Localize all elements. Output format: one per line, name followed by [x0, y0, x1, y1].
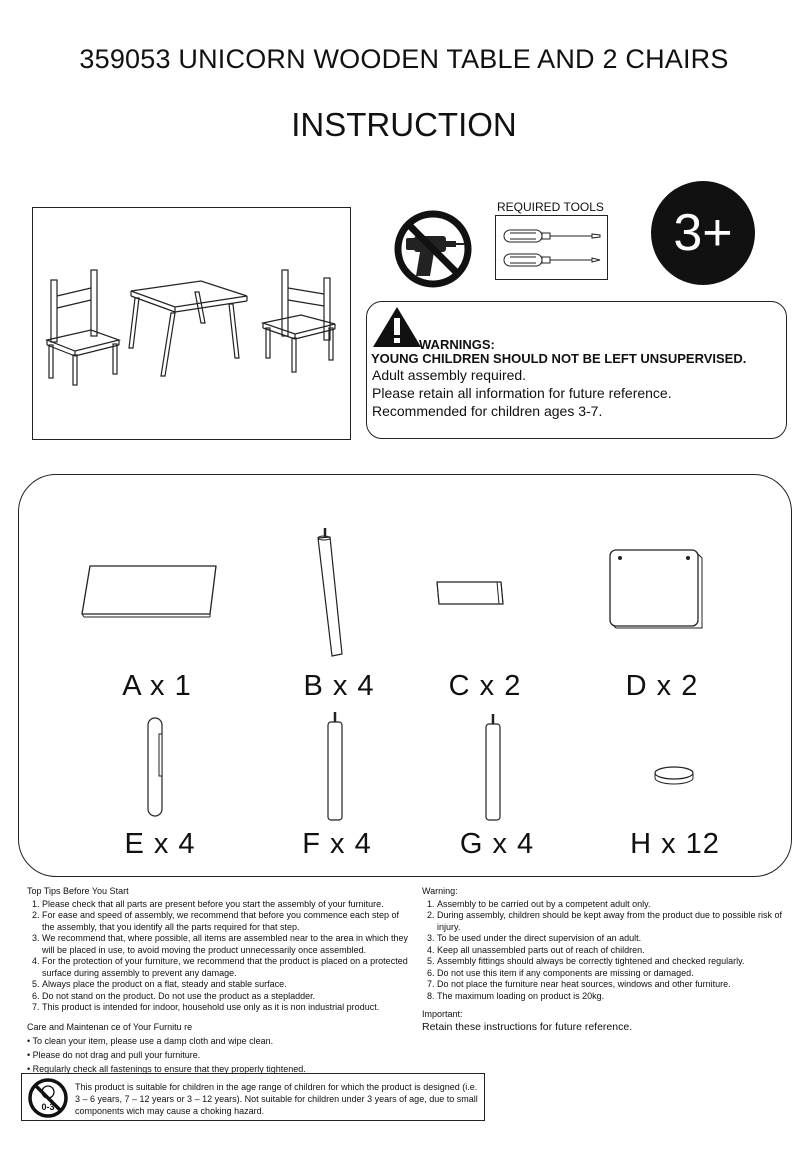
care-section — [27, 1020, 409, 1076]
top-tips-heading: Top Tips Before You Start — [27, 886, 129, 896]
product-illustration-frame — [32, 207, 351, 440]
warning-item: 8. The maximum loading on product is 20kg. — [437, 991, 788, 1003]
part-c-block-illustration — [433, 578, 507, 608]
tip-item: 7. This product is intended for indoor, household use only as it is non industrial product. — [42, 1002, 409, 1014]
warning-line: Adult assembly required. — [372, 367, 527, 383]
choking-hazard-text: This product is suitable for children in the age range of children for which the product is designed (i.e. 3 – 6 years, 7 – 12 years or 3 – 12 years). Not suitable for children under 3 years of age, due to small components wich may cause a choking hazard. — [75, 1082, 478, 1116]
part-label-h: H x 12 — [630, 828, 720, 860]
tip-item: 2. For ease and speed of assembly, we recommend that before you commence each step of the assembly, that you identify all the parts required for that step. — [42, 910, 409, 933]
warning-item: 2. During assembly, children should be kept away from the product due to possible risk of injury. — [437, 910, 788, 933]
tip-item: 4. For the protection of your furniture, we recommend that the product is placed on a protected surface during assembly to prevent any damage. — [42, 956, 409, 979]
care-item: • To clean your item, please use a damp cloth and wipe clean. — [27, 1036, 274, 1046]
part-d-seat-panel-illustration — [606, 546, 706, 632]
part-label-a: A x 1 — [122, 670, 192, 702]
required-tools-label: REQUIRED TOOLS — [497, 200, 604, 214]
retain-instructions-text: Retain these instructions for future reference. — [422, 1021, 633, 1033]
warning-triangle-icon — [371, 305, 423, 349]
document-subtitle: INSTRUCTION — [291, 106, 517, 143]
care-heading: Care and Maintenan ce of Your Furnitu re — [27, 1022, 193, 1032]
document-title: 359053 UNICORN WOODEN TABLE AND 2 CHAIRS — [79, 44, 729, 74]
warning-item: 1. Assembly to be carried out by a competent adult only. — [437, 899, 788, 911]
tip-item: 5. Always place the product on a flat, steady and stable surface. — [42, 979, 409, 991]
part-label-e: E x 4 — [124, 828, 196, 860]
warning-item: 4. Keep all unassembled parts out of reach of children. — [437, 945, 788, 957]
warning-line: Recommended for children ages 3-7. — [372, 403, 603, 419]
warning-item: 7. Do not place the furniture near heat sources, windows and other furniture. — [437, 979, 788, 991]
part-h-cap-illustration — [652, 764, 696, 788]
warnings-heading: WARNINGS: — [419, 337, 495, 352]
part-f-leg-illustration — [320, 710, 350, 824]
no-power-drill-icon — [390, 206, 476, 292]
part-label-f: F x 4 — [302, 828, 372, 860]
table-and-chairs-illustration — [33, 208, 350, 439]
care-item: • Regularly check all fastenings to ensure that they properly tightened. — [27, 1064, 306, 1074]
part-a-tabletop-illustration — [76, 562, 222, 620]
warning-item: 6. Do not use this item if any components are missing or damaged. — [437, 968, 788, 980]
part-label-b: B x 4 — [303, 670, 375, 702]
screwdriver-icon — [496, 216, 607, 279]
care-item: • Please do not drag and pull your furniture. — [27, 1050, 201, 1060]
tip-item: 3. We recommend that, where possible, all items are assembled near to the area in which they will be placed in use, to avoid moving the product unnecessarily once assembled. — [42, 933, 409, 956]
warning-list-section — [422, 886, 788, 1002]
warning-item: 3. To be used under the direct supervision of an adult. — [437, 933, 788, 945]
part-g-leg-illustration — [478, 712, 508, 824]
part-e-chair-post-illustration — [141, 714, 171, 820]
tip-item: 1. Please check that all parts are present before you start the assembly of your furniture. — [42, 899, 409, 911]
part-label-g: G x 4 — [459, 828, 535, 860]
warning-list-heading: Warning: — [422, 886, 458, 896]
warning-item: 5. Assembly fittings should always be correctly tightened and checked regularly. — [437, 956, 788, 968]
warning-line: Please retain all information for future reference. — [372, 385, 672, 401]
important-heading: Important: — [422, 1009, 463, 1019]
not-for-under-3-icon — [27, 1077, 69, 1119]
top-tips-section — [27, 886, 409, 1014]
required-tools-box — [495, 215, 608, 280]
part-label-d: D x 2 — [625, 670, 699, 702]
supervision-warning: YOUNG CHILDREN SHOULD NOT BE LEFT UNSUPERVISED. — [371, 351, 747, 366]
age-icon-label: 0-3 — [41, 1102, 55, 1112]
part-label-c: C x 2 — [448, 670, 522, 702]
tip-item: 6. Do not stand on the product. Do not use the product as a stepladder. — [42, 991, 409, 1003]
part-b-table-leg-illustration — [310, 526, 350, 660]
age-rating-badge: 3+ — [651, 181, 755, 285]
